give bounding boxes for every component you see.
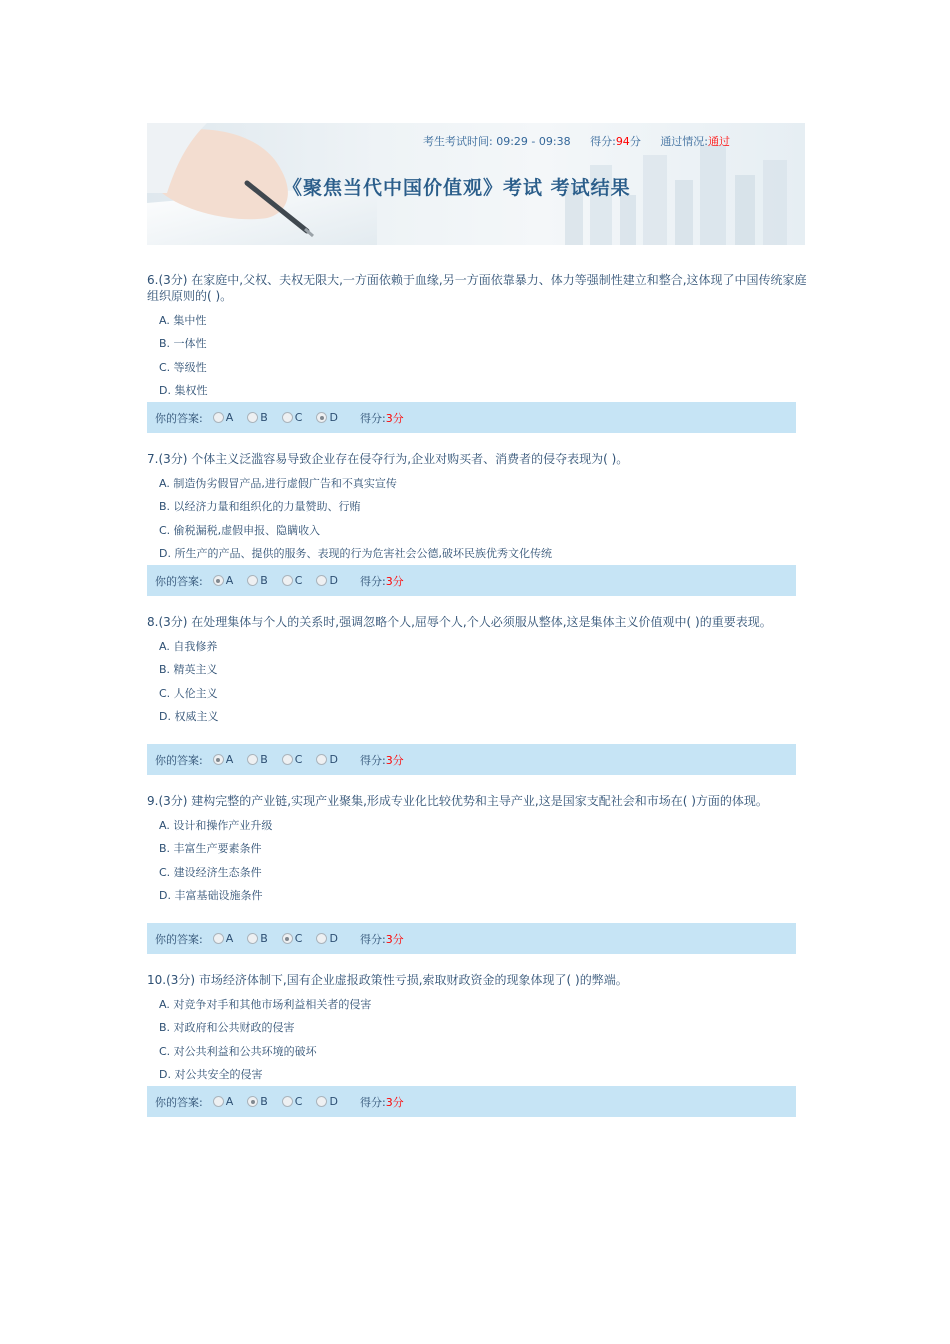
answer-choice-b[interactable]	[247, 574, 268, 587]
answer-bar	[147, 565, 796, 596]
exam-time-label: 考生考试时间:	[423, 135, 493, 148]
option-item: D. 集权性	[159, 383, 208, 397]
exam-result-banner	[147, 123, 805, 245]
option-item: D. 对公共安全的侵害	[159, 1067, 263, 1081]
option-item: A. 自我修养	[159, 640, 218, 653]
answer-choice-label: C	[294, 574, 303, 587]
radio-checked-icon[interactable]	[213, 575, 224, 586]
question-score	[360, 752, 404, 768]
answer-choice-label: C	[294, 1095, 303, 1108]
exam-info-line	[423, 133, 730, 149]
question-score-label: 得分:	[359, 574, 386, 588]
option-item: A. 对竞争对手和其他市场利益相关者的侵害	[159, 998, 372, 1011]
option-item: C. 建设经济生态条件	[159, 865, 262, 879]
answer-choice-a[interactable]	[213, 574, 234, 587]
question-stem: 8.(3分) 在处理集体与个人的关系时,强调忽略个人,屈辱个人,个人必须服从整体,这是集体主义价值观中( )的重要表现。	[147, 615, 772, 629]
answer-choice-b[interactable]	[247, 1095, 268, 1108]
option-list	[147, 313, 812, 406]
radio-checked-icon[interactable]	[213, 754, 224, 765]
radio-checked-icon[interactable]	[247, 1096, 258, 1107]
pass-status-value: 通过	[708, 135, 731, 148]
option-item: D. 权威主义	[159, 709, 219, 723]
answer-choice-label: B	[260, 932, 268, 945]
radio-unchecked-icon[interactable]	[247, 754, 258, 765]
your-answer-label: 你的答案:	[155, 574, 203, 588]
answer-choice-label: A	[225, 932, 234, 945]
option-list	[147, 818, 812, 911]
question-score-label: 得分:	[359, 932, 386, 946]
question-item	[147, 272, 812, 406]
answer-choice-b[interactable]	[247, 753, 268, 766]
answer-choice-c[interactable]	[282, 1095, 303, 1108]
answer-choice-d[interactable]	[316, 932, 337, 945]
answer-choice-a[interactable]	[213, 1095, 234, 1108]
option-item: B. 以经济力量和组织化的力量赞助、行贿	[159, 500, 361, 514]
your-answer-label: 你的答案:	[155, 1095, 203, 1109]
total-score-unit: 分	[629, 135, 641, 148]
radio-unchecked-icon[interactable]	[282, 1096, 293, 1107]
answer-choice-label: B	[260, 574, 268, 587]
answer-choice-d[interactable]	[316, 753, 337, 766]
answer-choice-label: B	[260, 753, 268, 766]
radio-unchecked-icon[interactable]	[247, 575, 258, 586]
radio-checked-icon[interactable]	[282, 933, 293, 944]
radio-checked-icon[interactable]	[316, 412, 327, 423]
radio-unchecked-icon[interactable]	[213, 933, 224, 944]
your-answer-label: 你的答案:	[155, 411, 203, 425]
answer-bar	[147, 1086, 796, 1117]
answer-choice-label: D	[329, 932, 338, 945]
answer-choice-a[interactable]	[213, 932, 234, 945]
option-item: C. 对公共利益和公共环境的破坏	[159, 1044, 317, 1058]
page-title: 《聚焦当代中国价值观》考试 考试结果	[283, 177, 631, 199]
question-item	[147, 793, 812, 911]
radio-unchecked-icon[interactable]	[247, 412, 258, 423]
radio-unchecked-icon[interactable]	[316, 933, 327, 944]
question-score-value: 3分	[385, 1095, 404, 1109]
total-score-value: 94	[615, 135, 630, 148]
question-stem: 10.(3分) 市场经济体制下,国有企业虚报政策性亏损,索取财政资金的现象体现了( )的弊端。	[147, 973, 628, 987]
option-list	[147, 476, 812, 569]
option-list	[147, 997, 812, 1090]
answer-choice-label: A	[225, 1095, 234, 1108]
question-item	[147, 972, 812, 1090]
total-score-label: 得分:	[590, 135, 616, 148]
answer-choice-c[interactable]	[282, 753, 303, 766]
answer-choice-d[interactable]	[316, 411, 337, 424]
question-stem: 9.(3分) 建构完整的产业链,实现产业聚集,形成专业化比较优势和主导产业,这是国家支配社会和市场在( )方面的体现。	[147, 794, 768, 808]
radio-unchecked-icon[interactable]	[316, 575, 327, 586]
option-item: D. 丰富基础设施条件	[159, 888, 263, 902]
option-item: B. 丰富生产要素条件	[159, 842, 262, 856]
answer-choice-b[interactable]	[247, 932, 268, 945]
option-item: A. 制造伪劣假冒产品,进行虚假广告和不真实宣传	[159, 477, 397, 490]
option-item: C. 偷税漏税,虚假申报、隐瞒收入	[159, 523, 321, 537]
question-score-value: 3分	[385, 411, 404, 425]
answer-choice-label: A	[225, 753, 234, 766]
option-list	[147, 639, 812, 732]
question-score-label: 得分:	[359, 1095, 386, 1109]
question-score-label: 得分:	[359, 753, 386, 767]
pass-status-label: 通过情况:	[660, 135, 709, 148]
option-item: A. 设计和操作产业升级	[159, 819, 273, 832]
answer-bar	[147, 923, 796, 954]
option-item: B. 精英主义	[159, 663, 218, 677]
question-score-value: 3分	[385, 753, 404, 767]
your-answer-label: 你的答案:	[155, 753, 203, 767]
answer-choice-label: D	[329, 1095, 338, 1108]
option-item: B. 对政府和公共财政的侵害	[159, 1021, 295, 1035]
question-score	[360, 931, 404, 947]
answer-choice-label: D	[329, 411, 338, 424]
option-item: A. 集中性	[159, 314, 207, 327]
option-item: B. 一体性	[159, 337, 207, 351]
answer-choice-label: A	[225, 574, 234, 587]
answer-choice-b[interactable]	[247, 411, 268, 424]
question-score-value: 3分	[385, 574, 404, 588]
answer-choice-d[interactable]	[316, 1095, 337, 1108]
question-score	[360, 573, 404, 589]
answer-choice-label: B	[260, 411, 268, 424]
option-item: D. 所生产的产品、提供的服务、表现的行为危害社会公德,破坏民族优秀文化传统	[159, 546, 552, 560]
radio-unchecked-icon[interactable]	[282, 412, 293, 423]
your-answer-label: 你的答案:	[155, 932, 203, 946]
answer-choice-label: D	[329, 574, 338, 587]
question-item	[147, 451, 812, 569]
answer-choice-d[interactable]	[316, 574, 337, 587]
radio-unchecked-icon[interactable]	[213, 412, 224, 423]
question-score	[360, 1094, 404, 1110]
question-item	[147, 614, 812, 732]
answer-choice-c[interactable]	[282, 932, 303, 945]
question-stem: 6.(3分) 在家庭中,父权、夫权无限大,一方面依赖于血缘,另一方面依靠暴力、体力等强制性建立和整合,这体现了中国传统家庭组织原则的( )。	[147, 273, 807, 303]
radio-unchecked-icon[interactable]	[282, 575, 293, 586]
answer-choice-c[interactable]	[282, 411, 303, 424]
answer-choice-c[interactable]	[282, 574, 303, 587]
question-score-value: 3分	[385, 932, 404, 946]
answer-choice-label: C	[294, 753, 303, 766]
answer-bar	[147, 402, 796, 433]
answer-choice-label: B	[260, 1095, 268, 1108]
radio-unchecked-icon[interactable]	[213, 1096, 224, 1107]
answer-choice-label: C	[294, 932, 303, 945]
answer-choice-label: C	[294, 411, 303, 424]
question-score	[360, 410, 404, 426]
answer-choice-a[interactable]	[213, 411, 234, 424]
radio-unchecked-icon[interactable]	[316, 754, 327, 765]
answer-choice-label: A	[225, 411, 234, 424]
radio-unchecked-icon[interactable]	[316, 1096, 327, 1107]
radio-unchecked-icon[interactable]	[282, 754, 293, 765]
answer-choice-label: D	[329, 753, 338, 766]
answer-bar	[147, 744, 796, 775]
radio-unchecked-icon[interactable]	[247, 933, 258, 944]
question-stem: 7.(3分) 个体主义泛滥容易导致企业存在侵夺行为,企业对购买者、消费者的侵夺表现为( )。	[147, 452, 629, 466]
exam-time-value: 09:29 - 09:38	[496, 135, 571, 148]
option-item: C. 等级性	[159, 360, 207, 374]
answer-choice-a[interactable]	[213, 753, 234, 766]
question-score-label: 得分:	[359, 411, 386, 425]
option-item: C. 人伦主义	[159, 686, 218, 700]
